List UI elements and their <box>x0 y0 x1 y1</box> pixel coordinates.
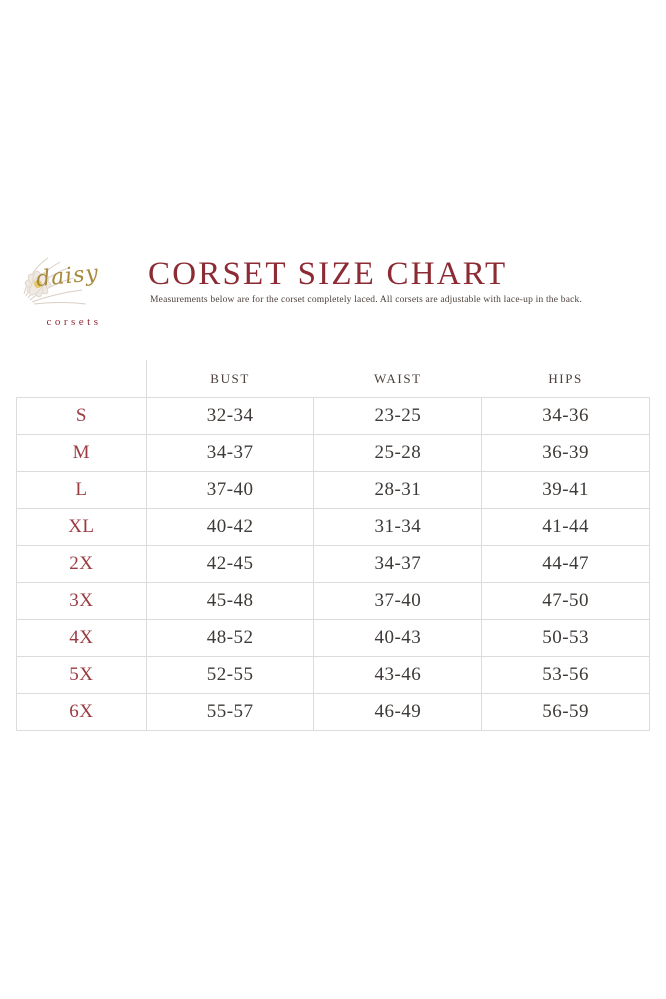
logo-mark <box>8 254 132 318</box>
column-header-size <box>17 361 147 398</box>
column-header-waist: WAIST <box>314 361 482 398</box>
cell-waist: 40-43 <box>314 620 482 657</box>
cell-waist: 34-37 <box>314 546 482 583</box>
cell-bust: 32-34 <box>146 398 314 435</box>
cell-bust: 34-37 <box>146 435 314 472</box>
cell-hips: 56-59 <box>482 694 650 731</box>
table-row <box>17 620 650 657</box>
cell-hips: 44-47 <box>482 546 650 583</box>
cell-hips: 50-53 <box>482 620 650 657</box>
cell-waist: 28-31 <box>314 472 482 509</box>
cell-size: 5X <box>17 657 147 694</box>
cell-waist: 25-28 <box>314 435 482 472</box>
table-row <box>17 583 650 620</box>
cell-size: 4X <box>17 620 147 657</box>
cell-size: XL <box>17 509 147 546</box>
column-header-hips: HIPS <box>482 361 650 398</box>
cell-waist: 46-49 <box>314 694 482 731</box>
cell-bust: 55-57 <box>146 694 314 731</box>
cell-hips: 39-41 <box>482 472 650 509</box>
table-row <box>17 472 650 509</box>
cell-waist: 43-46 <box>314 657 482 694</box>
table-row <box>17 694 650 731</box>
cell-bust: 40-42 <box>146 509 314 546</box>
table-header-row <box>17 361 650 398</box>
page-title: CORSET SIZE CHART <box>148 256 508 292</box>
title-block <box>140 248 666 305</box>
table-row <box>17 657 650 694</box>
cell-hips: 34-36 <box>482 398 650 435</box>
cell-hips: 41-44 <box>482 509 650 546</box>
cell-hips: 53-56 <box>482 657 650 694</box>
cell-hips: 47-50 <box>482 583 650 620</box>
table-body <box>17 398 650 731</box>
column-header-bust: BUST <box>146 361 314 398</box>
brand-logo <box>0 248 140 328</box>
table-row <box>17 398 650 435</box>
chart-header <box>0 248 666 358</box>
cell-bust: 45-48 <box>146 583 314 620</box>
table-row <box>17 509 650 546</box>
brand-script-name: daisy <box>34 260 101 293</box>
cell-size: L <box>17 472 147 509</box>
size-chart-table <box>16 360 650 731</box>
table-head <box>17 361 650 398</box>
cell-waist: 37-40 <box>314 583 482 620</box>
cell-bust: 37-40 <box>146 472 314 509</box>
cell-bust: 42-45 <box>146 546 314 583</box>
table-row <box>17 546 650 583</box>
cell-bust: 52-55 <box>146 657 314 694</box>
table-row <box>17 435 650 472</box>
page-subtitle: Measurements below are for the corset completely laced. All corsets are adjustable with lace-up in the back. <box>150 295 583 305</box>
brand-word-name: corsets <box>46 316 102 328</box>
cell-waist: 23-25 <box>314 398 482 435</box>
size-table-container <box>16 360 650 731</box>
cell-size: S <box>17 398 147 435</box>
cell-size: 6X <box>17 694 147 731</box>
cell-bust: 48-52 <box>146 620 314 657</box>
cell-size: 2X <box>17 546 147 583</box>
cell-size: 3X <box>17 583 147 620</box>
cell-size: M <box>17 435 147 472</box>
cell-waist: 31-34 <box>314 509 482 546</box>
cell-hips: 36-39 <box>482 435 650 472</box>
